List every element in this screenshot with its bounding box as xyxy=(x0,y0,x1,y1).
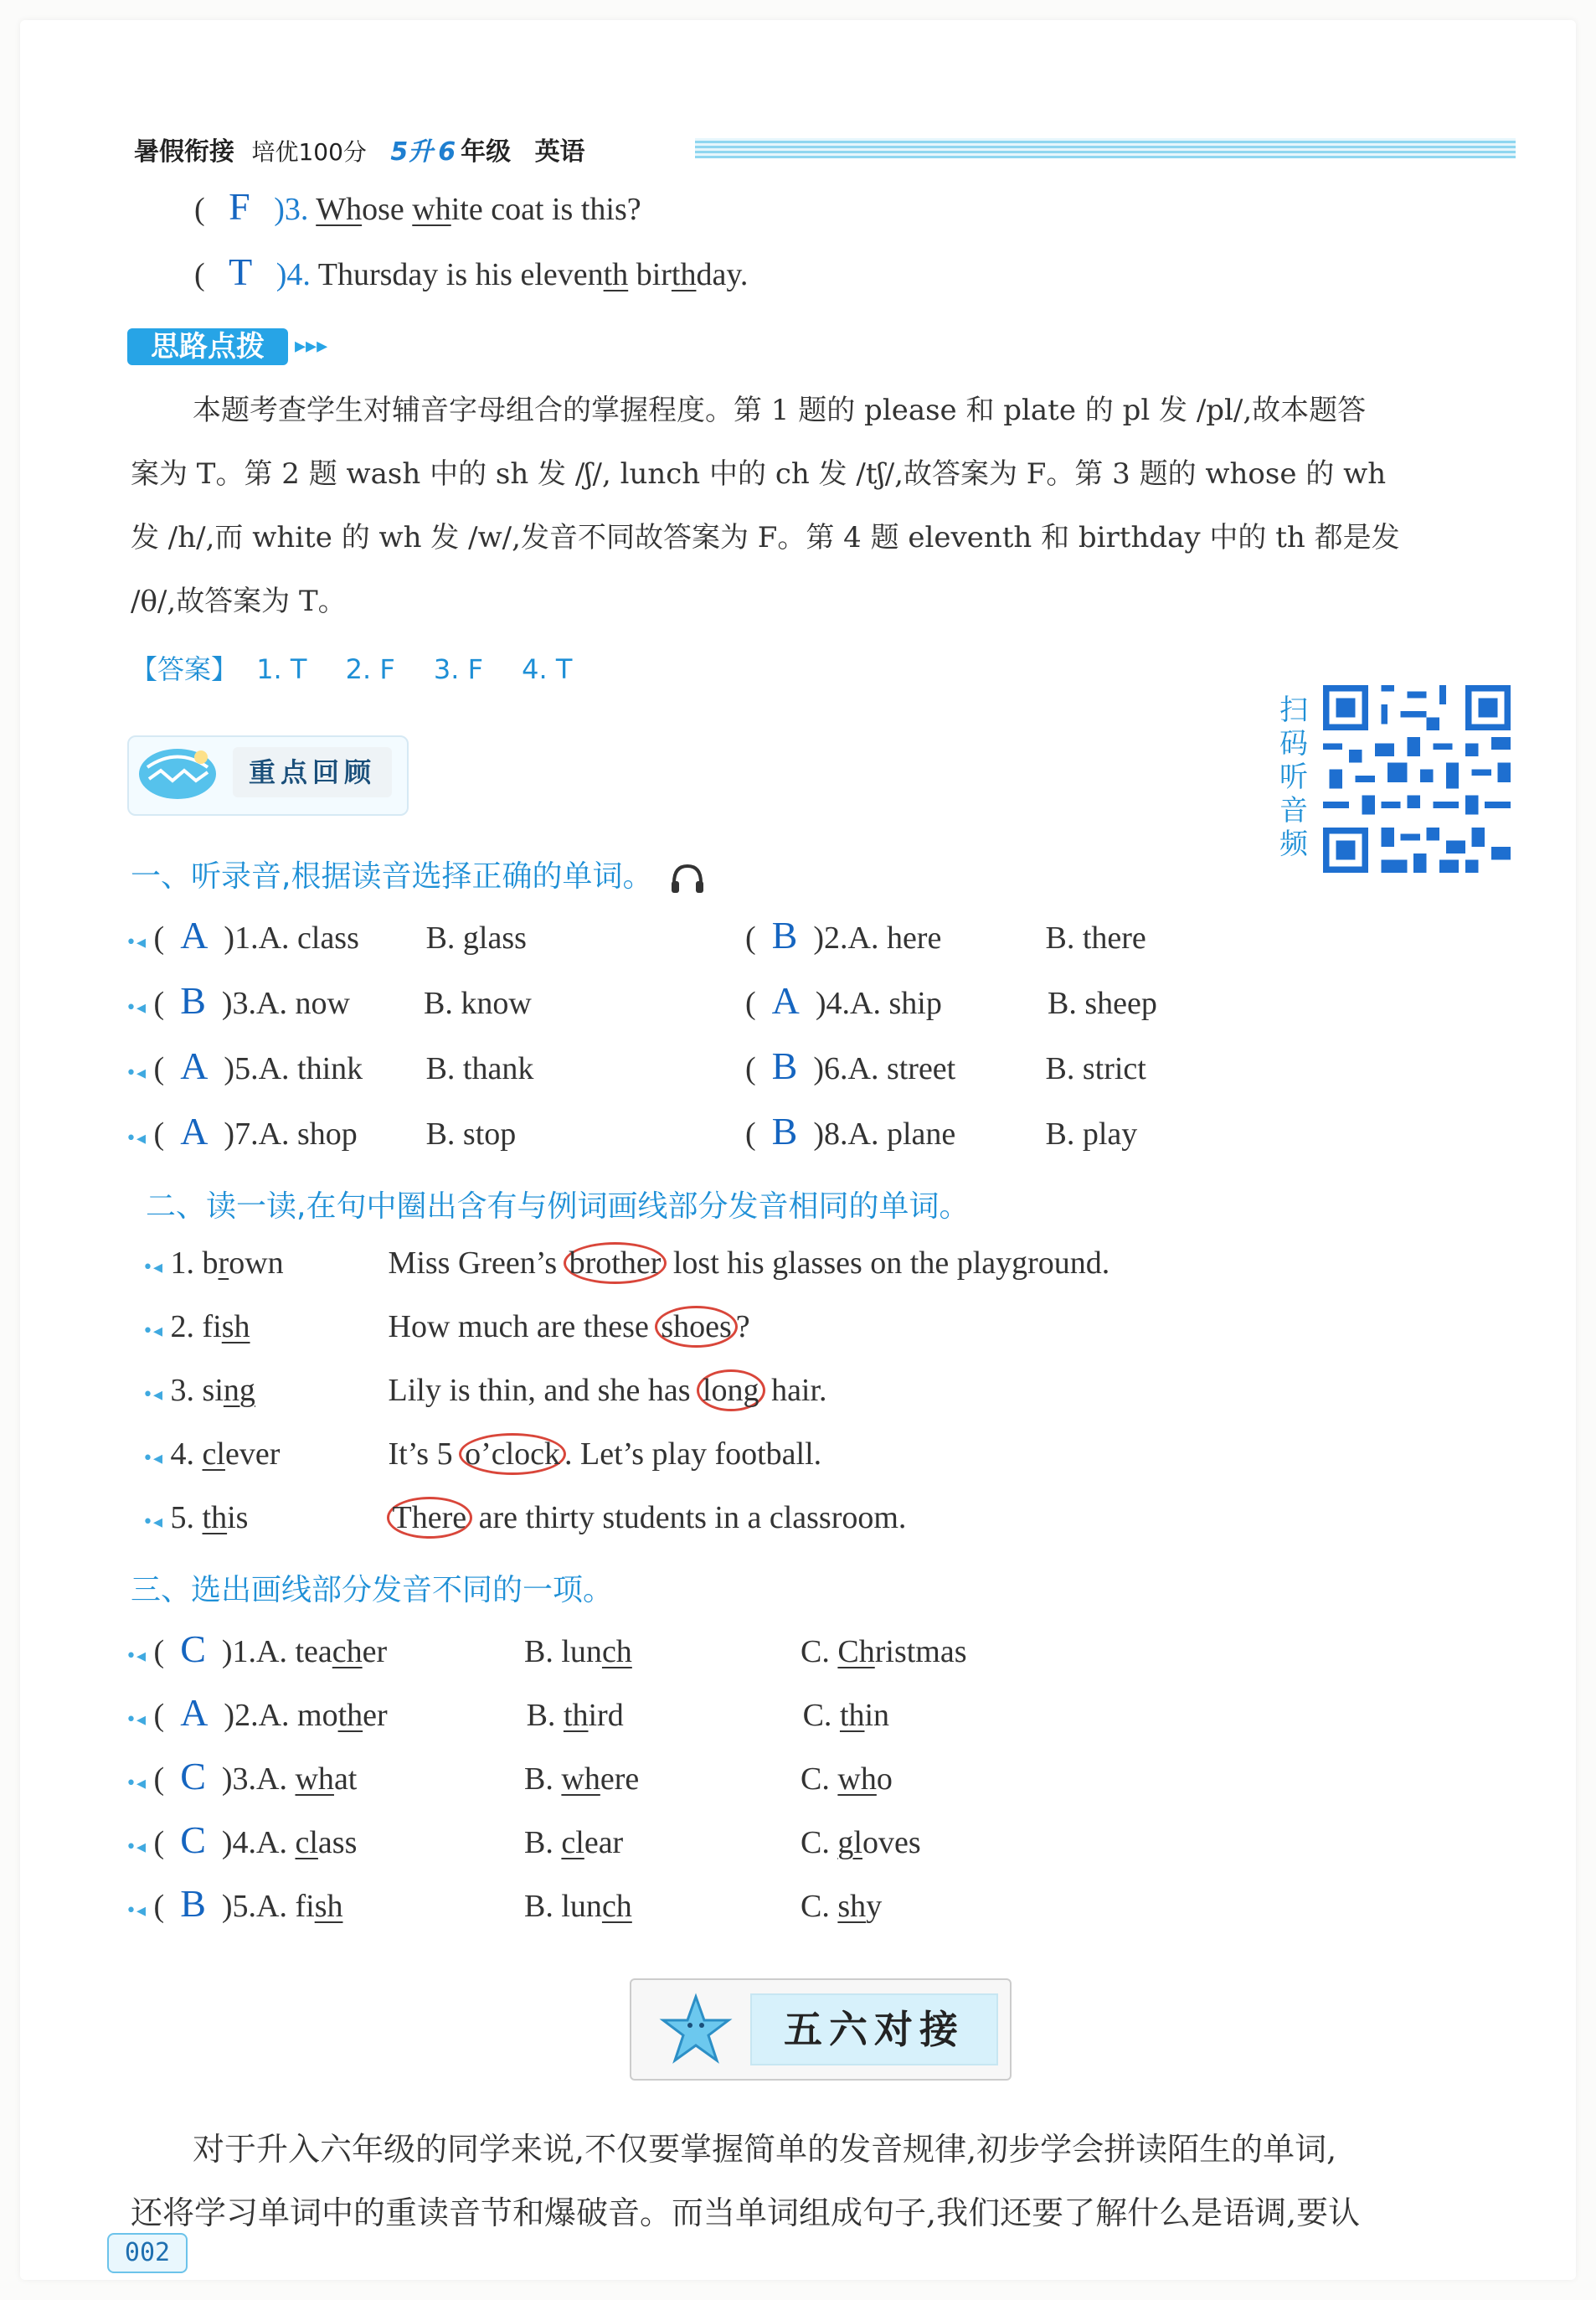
underlined-text: r xyxy=(218,1245,229,1281)
answer-mark: B xyxy=(771,914,798,957)
answer-item: 1. T xyxy=(256,653,307,685)
option-c: o xyxy=(876,1761,893,1797)
option-a: ass xyxy=(317,1825,358,1860)
bridge-title: 五六对接 xyxy=(750,1993,998,2065)
s1-item-3: •◂ ( B )3.A. now B. know xyxy=(126,979,532,1022)
option-b: B. xyxy=(524,1825,562,1860)
underlined-text: th xyxy=(603,257,629,292)
bullet-icon: •◂ xyxy=(142,1257,163,1278)
text: day. xyxy=(696,257,749,292)
item-number: )4. xyxy=(275,257,311,292)
item-number: )3. xyxy=(221,986,257,1021)
underlined-text: wh xyxy=(412,192,451,227)
section3-title: 三、选出画线部分发音不同的一项。 xyxy=(131,1573,614,1607)
text: ite coat is this? xyxy=(450,192,641,227)
underlined-text: ng xyxy=(223,1373,255,1408)
option-c: C. xyxy=(802,1698,840,1733)
s1-item-7: •◂ ( A )7.A. shop B. stop xyxy=(126,1110,517,1153)
s3-item-2: •◂ ( A )2.A. mother B. third C. thin xyxy=(126,1691,890,1734)
bullet-icon: •◂ xyxy=(126,1128,147,1149)
s2-item-3 xyxy=(142,1372,827,1409)
underlined-text: wh xyxy=(561,1761,600,1797)
hint-label: 思路点拨 xyxy=(127,328,288,365)
hint-line-1: 本题考查学生对辅音字母组合的掌握程度。第 1 题的 please 和 plate 的 pl 发 /pl/,故本题答 xyxy=(193,394,1367,427)
option-b: B. strict xyxy=(1045,1051,1146,1086)
item-number: )4. xyxy=(221,1825,257,1860)
bullet-icon: •◂ xyxy=(126,1710,147,1730)
bullet-icon: •◂ xyxy=(142,1321,163,1342)
option-a: A. fi xyxy=(256,1889,315,1924)
hint-arrows-icon: ▸▸▸ xyxy=(295,333,328,358)
header-series: 暑假衔接 xyxy=(134,137,234,167)
item-number: )3. xyxy=(221,1761,257,1797)
review-title: 重点回顾 xyxy=(233,747,392,797)
underlined-text: sh xyxy=(314,1889,343,1924)
sentence-text: Miss Green’s xyxy=(388,1245,565,1281)
bullet-icon: •◂ xyxy=(126,1837,147,1858)
answer-mark: B xyxy=(180,979,206,1022)
underlined-text: th xyxy=(563,1698,589,1733)
option-c: C. xyxy=(801,1761,838,1797)
option-a: A. shop xyxy=(258,1116,358,1152)
option-b: B. stop xyxy=(425,1116,517,1152)
s2-item-5 xyxy=(142,1499,906,1536)
option-b: ird xyxy=(588,1698,624,1733)
underlined-text: wh xyxy=(295,1761,334,1797)
bullet-icon: •◂ xyxy=(142,1512,163,1533)
answer-row xyxy=(131,648,572,687)
example-word: 5. xyxy=(170,1500,203,1535)
sentence-text: Lily is thin, and she has xyxy=(388,1373,698,1408)
header-subject: 英语 xyxy=(534,137,585,167)
answer-label: 【答案】 xyxy=(131,653,239,685)
example-word: own xyxy=(229,1245,284,1281)
s1-item-5: •◂ ( A )5.A. think B. thank xyxy=(126,1044,534,1087)
answer-item: 4. T xyxy=(522,653,573,685)
circled-word: brother xyxy=(564,1242,667,1284)
option-b: ear xyxy=(584,1825,624,1860)
option-a: A. here xyxy=(847,921,942,956)
underlined-text: Wh xyxy=(316,192,363,227)
starfish-icon xyxy=(658,1992,734,2067)
answer-mark: A xyxy=(180,1691,209,1734)
option-a: A. tea xyxy=(256,1634,332,1669)
item-number: )7. xyxy=(224,1116,259,1152)
sentence-text: It’s 5 xyxy=(388,1436,461,1472)
option-a: A. plane xyxy=(847,1116,956,1152)
answer-item: 2. F xyxy=(345,653,395,685)
header-grade-mid: 升 xyxy=(408,137,434,167)
header-subtitle: 培优100分 xyxy=(251,138,367,166)
underlined-text: Ch xyxy=(837,1634,875,1669)
s3-item-4: •◂ ( C )4.A. class B. clear C. gloves xyxy=(126,1818,921,1861)
circled-word: long xyxy=(697,1369,765,1411)
bullet-icon: •◂ xyxy=(126,1646,147,1667)
option-c: y xyxy=(866,1889,883,1924)
section2-title: 二、读一读,在句中圈出含有与例词画线部分发音相同的单词。 xyxy=(146,1189,970,1224)
option-b: B. thank xyxy=(425,1051,534,1086)
answer-mark: A xyxy=(180,914,209,957)
answer-mark: T xyxy=(229,250,253,293)
option-b: B. play xyxy=(1045,1116,1138,1152)
option-c: C. xyxy=(801,1825,838,1860)
basket-icon xyxy=(136,742,219,806)
underlined-text: ch xyxy=(601,1634,632,1669)
underlined-text: cl xyxy=(561,1825,584,1860)
option-c: in xyxy=(864,1698,890,1733)
s1-item-1: •◂ ( A )1.A. class B. glass xyxy=(126,914,527,957)
option-a: er xyxy=(362,1634,388,1669)
bridge-line-1: 对于升入六年级的同学来说,不仅要掌握简单的发音规律,初步学会拼读陌生的单词, xyxy=(193,2131,1337,2168)
example-word: 2. fi xyxy=(170,1309,222,1344)
bullet-icon: •◂ xyxy=(126,1900,147,1921)
item-number: )5. xyxy=(221,1889,257,1924)
sentence-text: lost his glasses on the playground. xyxy=(665,1245,1110,1281)
option-a: er xyxy=(363,1698,388,1733)
option-b: B. know xyxy=(424,986,532,1021)
option-a: A. class xyxy=(258,921,359,956)
s1-item-2: ( B )2.A. here B. there xyxy=(745,914,1146,957)
circled-word: shoes xyxy=(655,1306,737,1348)
option-a: A. xyxy=(256,1761,296,1797)
answer-mark: A xyxy=(180,1110,209,1153)
underlined-text: ch xyxy=(332,1634,363,1669)
underlined-text: wh xyxy=(837,1761,877,1797)
s2-item-2 xyxy=(142,1308,750,1345)
option-b: B. xyxy=(524,1761,562,1797)
text: bir xyxy=(628,257,672,292)
headphones-icon xyxy=(669,861,706,895)
example-word: is xyxy=(227,1500,249,1535)
underlined-text: th xyxy=(202,1500,228,1535)
answer-mark: A xyxy=(180,1044,209,1087)
example-word: ever xyxy=(224,1436,281,1472)
answer-mark: B xyxy=(180,1882,206,1925)
option-b: B. there xyxy=(1045,921,1146,956)
section1-title xyxy=(131,853,706,895)
option-c: oves xyxy=(862,1825,921,1860)
answer-mark: C xyxy=(180,1818,206,1861)
s2-item-1 xyxy=(142,1245,1109,1282)
text: ven xyxy=(557,257,604,292)
underlined-text: sh xyxy=(837,1889,867,1924)
s2-item-4 xyxy=(142,1436,821,1472)
option-c: C. xyxy=(801,1634,838,1669)
hint-line-2: 案为 T。第 2 题 wash 中的 sh 发 /ʃ/, lunch 中的 ch 发 /tʃ/,故答案为 F。第 3 题的 whose 的 wh xyxy=(131,457,1387,491)
text: Thursday is his ele xyxy=(310,257,558,292)
underlined-text: ch xyxy=(601,1889,632,1924)
answer-mark: F xyxy=(229,185,250,228)
underlined-text: sh xyxy=(221,1309,250,1344)
option-a: A. now xyxy=(256,986,350,1021)
underlined-text: cl xyxy=(295,1825,318,1860)
item-number: )4. xyxy=(815,986,851,1021)
header-decoration-bar xyxy=(695,138,1516,158)
underlined-text: cl xyxy=(202,1436,225,1472)
option-b: B. sheep xyxy=(1048,986,1157,1021)
underlined-text: th xyxy=(671,257,697,292)
answer-item: 3. F xyxy=(433,653,483,685)
item-number: )2. xyxy=(813,921,848,956)
sentence-text: How much are these xyxy=(388,1309,657,1344)
bullet-icon: •◂ xyxy=(126,998,147,1018)
scan-audio-text: 扫码听音频 xyxy=(1279,694,1308,861)
option-a: A. mo xyxy=(258,1698,338,1733)
s1-item-8: ( B )8.A. plane B. play xyxy=(745,1110,1138,1153)
page-header xyxy=(134,131,585,168)
s1-item-4: ( A )4.A. ship B. sheep xyxy=(745,979,1157,1022)
sentence-text: ? xyxy=(735,1309,750,1344)
option-c: C. xyxy=(801,1889,838,1924)
sentence-text: are thirty students in a classroom. xyxy=(471,1500,907,1535)
item-number: )2. xyxy=(224,1698,259,1733)
answer-mark: B xyxy=(771,1044,798,1087)
hint-line-4: /θ/,故答案为 T。 xyxy=(131,585,347,618)
hint-line-3: 发 /h/,而 white 的 wh 发 /w/,发音不同故答案为 F。第 4 题 eleventh 和 birthday 中的 th 都是发 xyxy=(131,521,1400,554)
bullet-icon: •◂ xyxy=(142,1385,163,1405)
option-a: A. think xyxy=(258,1051,363,1086)
s1-item-6: ( B )6.A. street B. strict xyxy=(745,1044,1146,1087)
text: ose xyxy=(362,192,413,227)
underlined-text: th xyxy=(337,1698,363,1733)
underlined-text: th xyxy=(839,1698,865,1733)
item-number: )8. xyxy=(813,1116,848,1152)
underlined-text: gl xyxy=(837,1825,862,1860)
bridge-line-2: 还将学习单词中的重读音节和爆破音。而当单词组成句子,我们还要了解什么是语调,要认 xyxy=(131,2194,1361,2231)
s3-item-1: •◂ ( C )1.A. teacher B. lunch C. Christmas xyxy=(126,1627,967,1670)
option-a: A. xyxy=(256,1825,296,1860)
bullet-icon: •◂ xyxy=(126,1063,147,1084)
circled-word: There xyxy=(387,1497,473,1539)
option-a: at xyxy=(333,1761,358,1797)
header-grade-to: 6 xyxy=(438,137,456,167)
s3-item-3: •◂ ( C )3.A. what B. where C. who xyxy=(126,1755,893,1797)
bullet-icon: •◂ xyxy=(126,932,147,953)
item-number: )6. xyxy=(813,1051,848,1086)
answer-mark: B xyxy=(771,1110,798,1153)
option-b: B. glass xyxy=(425,921,527,956)
answer-mark: C xyxy=(180,1627,206,1670)
answer-mark: C xyxy=(180,1755,206,1797)
option-b: B. lun xyxy=(524,1634,602,1669)
text xyxy=(308,192,316,227)
circled-word: o’clock xyxy=(459,1433,566,1475)
header-grade-suffix: 年级 xyxy=(461,137,512,167)
carry-item-4: ( T )4. Thursday is his eleventh birthday. xyxy=(194,250,749,293)
s3-item-5: •◂ ( B )5.A. fish B. lunch C. shy xyxy=(126,1882,883,1925)
item-number: )1. xyxy=(221,1634,257,1669)
option-a: A. street xyxy=(847,1051,956,1086)
sentence-text: hair. xyxy=(763,1373,827,1408)
page-number: 002 xyxy=(107,2233,188,2273)
item-number: )1. xyxy=(224,921,259,956)
option-b: B. xyxy=(526,1698,564,1733)
option-b: ere xyxy=(600,1761,640,1797)
example-word: 4. xyxy=(170,1436,203,1472)
carry-item-3: ( F )3. Whose white coat is this? xyxy=(194,185,641,228)
section1-title-text: 一、听录音,根据读音选择正确的单词。 xyxy=(131,859,653,894)
header-grade-from: 5 xyxy=(390,137,409,167)
qr-code-icon[interactable] xyxy=(1323,685,1511,873)
example-word: 3. si xyxy=(170,1373,224,1408)
item-number: )5. xyxy=(224,1051,259,1086)
item-number: )3. xyxy=(274,192,309,227)
option-c: ristmas xyxy=(874,1634,967,1669)
bullet-icon: •◂ xyxy=(142,1448,163,1469)
option-a: A. ship xyxy=(850,986,942,1021)
option-b: B. lun xyxy=(524,1889,602,1924)
answer-mark: A xyxy=(771,979,800,1022)
example-word: 1. b xyxy=(170,1245,219,1281)
sentence-text: . Let’s play football. xyxy=(564,1436,822,1472)
bullet-icon: •◂ xyxy=(126,1773,147,1794)
